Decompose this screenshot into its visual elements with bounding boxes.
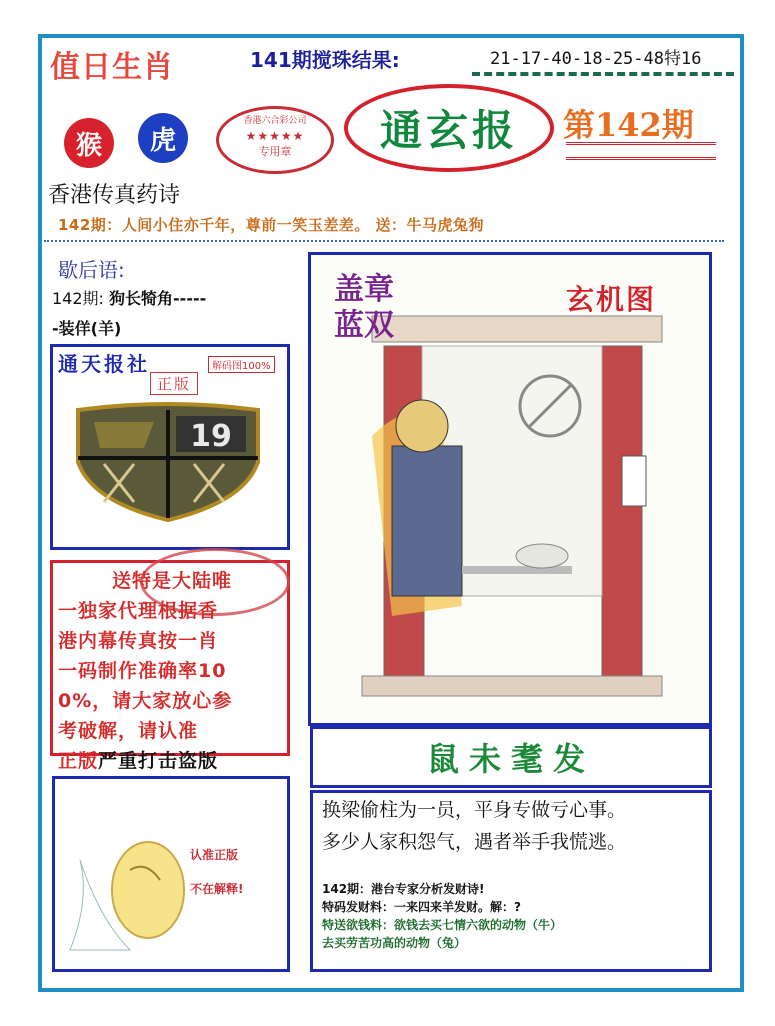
notice-line xyxy=(58,746,282,776)
picture-label-left xyxy=(334,272,394,344)
clue-line: 142期：港台专家分析发财诗! xyxy=(322,882,485,896)
poem-line: 142期：人间小住亦千年，尊前一笑玉差差。 送：牛马虎兔狗 xyxy=(58,216,485,234)
result-numbers: 21-17-40-18-25-48特16 xyxy=(490,49,702,69)
decode-tag: 解码图100% xyxy=(208,356,275,373)
idiom-line-2: -装佯(羊) xyxy=(52,319,122,338)
picture-label-blue: 蓝双 xyxy=(334,308,394,343)
company-seal xyxy=(216,106,334,174)
poem-divider xyxy=(44,240,724,242)
verify-genuine-text: 认准正版 xyxy=(190,848,239,862)
notice-crackdown: 严重打击盗版 xyxy=(98,750,219,772)
issue-underline xyxy=(566,142,716,160)
egg-sketch-icon xyxy=(60,800,190,960)
daily-zodiac-title: 值日生肖 xyxy=(50,50,174,85)
verse-block xyxy=(322,794,626,858)
clue-line: 特码发财料：一来四来羊发财。解：? xyxy=(322,900,521,914)
newspaper-title: 通天报社 xyxy=(58,352,150,376)
verse-line: 多少人家积怨气，遇者举手我慌逃。 xyxy=(322,831,627,853)
notice-line: 港内幕传真按一肖 xyxy=(58,630,219,652)
seal-text: 香港六合彩公司 xyxy=(243,116,307,126)
seal-stars-icon: ★★★★★ xyxy=(245,129,305,143)
no-explain-text: 不在解释! xyxy=(190,882,244,896)
seal-sub: 专用章 xyxy=(258,145,292,158)
issue-number: 第142期 xyxy=(563,106,694,144)
idiom-riddle: 狗长犄角----- xyxy=(109,289,207,308)
notice-line: 0%，请大家放心参 xyxy=(58,690,233,712)
shield-emblem-icon xyxy=(74,402,262,522)
notice-line: 送特是大陆唯 xyxy=(112,570,233,592)
result-label: 141期搅珠结果: xyxy=(250,48,400,72)
genuine-stamp: 正版 xyxy=(150,372,198,395)
poem-title: 香港传真药诗 xyxy=(48,183,181,208)
clue-line: 特送欲钱料：欲钱去买七情六欲的动物（牛） xyxy=(322,918,563,932)
zodiac-badge-1: 猴 xyxy=(64,118,114,168)
picture-label-stamp: 盖章 xyxy=(334,272,394,307)
clue-block xyxy=(322,880,562,952)
idiom-line-1 xyxy=(52,286,206,309)
idiom-title: 歇后语: xyxy=(58,258,125,282)
picture-label-right: 玄机图 xyxy=(566,283,657,316)
brand-title: 通玄报 xyxy=(344,84,554,172)
verse-line: 换梁偷柱为一员，平身专做亏心事。 xyxy=(322,799,627,821)
emblem-number: 19 xyxy=(190,419,232,454)
zodiac-badge-2: 虎 xyxy=(138,113,188,163)
notice-line: 一码制作准确率10 xyxy=(58,660,227,682)
notice-text xyxy=(58,566,282,776)
answer-banner: 鼠未耄发 xyxy=(310,726,712,788)
notice-line: 考破解，请认准 xyxy=(58,720,199,742)
notice-genuine: 正版 xyxy=(58,750,99,772)
clue-line: 去买劳苦功高的动物（兔） xyxy=(322,936,467,950)
result-underline xyxy=(472,72,734,76)
notice-line: 一独家代理根据香 xyxy=(58,600,219,622)
idiom-prefix: 142期: xyxy=(52,289,104,308)
